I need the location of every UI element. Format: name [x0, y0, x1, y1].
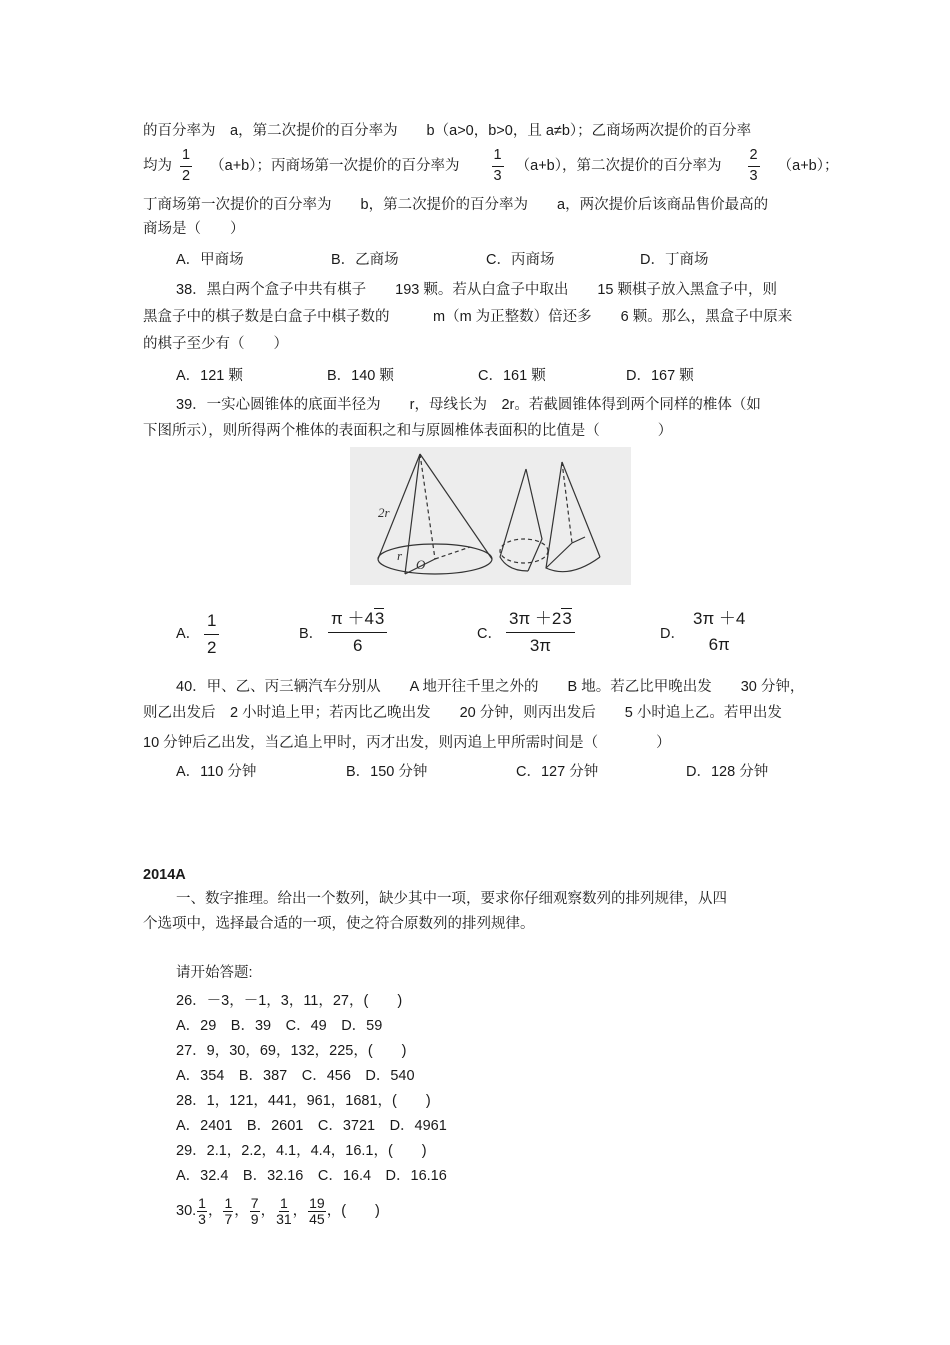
- q37-line1: 的百分率为 a，第二次提价的百分率为 b（a>0，b>0，且 a≠b）；乙商场两次提价的百分率: [143, 123, 752, 139]
- q38-line2: 黑盒子中的棋子数是白盒子中棋子数的 m（m 为正整数）倍还多 6 颗。那么，黑盒子中原来: [143, 309, 793, 325]
- q37-line2-d: （a+b）；: [777, 158, 839, 174]
- q39-option-b-fraction: $\frac{\pi +43}{6}$: [328, 609, 387, 657]
- q39-option-a-label: A．: [176, 626, 201, 642]
- q40-line1: 40．甲、乙、丙三辆汽车分别从 A 地开往千里之外的 B 地。若乙比甲晚出发 30 分钟，: [176, 679, 805, 695]
- q38-option-d: D．167 颗: [626, 368, 694, 384]
- fraction-one-half: $\frac{1}{2}$: [182, 146, 191, 184]
- q40-option-c: C．127 分钟: [516, 764, 599, 780]
- q38-line3: 的棋子至少有（ ）: [143, 336, 288, 352]
- q30-frac-4: $\frac{1}{31}$: [276, 1194, 292, 1227]
- q39-option-a-fraction: $\frac{1}{2}$: [204, 611, 219, 659]
- q37-option-a: A．甲商场: [176, 252, 244, 268]
- section-intro-line1: 一、数字推理。给出一个数列，缺少其中一项，要求你仔细观察数列的排列规律，从四: [176, 891, 727, 907]
- q30-frac-1: $\frac{1}{3}$: [198, 1194, 206, 1227]
- q28-options: A．2401 B．2601 C．3721 D．4961: [176, 1118, 447, 1134]
- cone-right-edge: [420, 454, 492, 559]
- q37-line2: [143, 145, 839, 187]
- q39-option-d-label: D．: [660, 626, 685, 642]
- q37-line2-b: （a+b）；丙商场第一次提价的百分率为: [210, 158, 460, 174]
- cone-diagram: [350, 447, 631, 585]
- q40-line2: 则乙出发后 2 小时追上甲；若丙比乙晚出发 20 分钟，则丙出发后 5 小时追上乙。若甲出发: [143, 705, 782, 721]
- q39-option-c-label: C．: [477, 626, 502, 642]
- q39-line1: 39．一实心圆锥体的底面半径为 r，母线长为 2r。若截圆锥体得到两个同样的椎体（如: [176, 397, 761, 413]
- q37-option-b: B．乙商场: [331, 252, 399, 268]
- q30-frac-5: $\frac{19}{45}$: [309, 1194, 325, 1227]
- q40-option-a: A．110 分钟: [176, 764, 257, 780]
- label-o: O: [416, 557, 426, 572]
- q37-line2-a: 均为: [143, 158, 172, 174]
- q39-line2: 下图所示），则所得两个椎体的表面积之和与原圆椎体表面积的比值是（ ）: [143, 423, 673, 439]
- q39-option-d-fraction: 3π ＋4 6π: [693, 609, 746, 655]
- section-intro-line2: 个选项中，选择最合适的一项，使之符合原数列的排列规律。: [143, 916, 535, 932]
- section-heading: 2014A: [143, 867, 186, 883]
- q29-options: A．32.4 B．32.16 C．16.4 D．16.16: [176, 1168, 447, 1184]
- half-cone-right: [546, 462, 600, 572]
- q30-answer-blank: ( ): [341, 1203, 380, 1219]
- q27-options: A．354 B．387 C．456 D．540: [176, 1068, 415, 1084]
- cone-figure: [350, 447, 631, 585]
- q30-prefix: 30.: [176, 1203, 197, 1219]
- q40-line3: 10 分钟后乙出发，当乙追上甲时，丙才出发，则丙追上甲所需时间是（ ）: [143, 735, 671, 751]
- q28-question: 28．1，121，441，961，1681，( ): [176, 1093, 431, 1109]
- fraction-one-third: $\frac{1}{3}$: [493, 146, 502, 184]
- q26-options: A．29 B．39 C．49 D．59: [176, 1018, 383, 1034]
- q37-option-d: D．丁商场: [640, 252, 709, 268]
- q37-line4: 商场是（ ）: [143, 221, 245, 237]
- q30-question: 30. $\frac{1}{3}$ ， $\frac{1}{7}$ ， $\frac{7}{9}$ ， $\frac{1}{31}$ ， $\frac{19}{45}$ ，( ): [176, 1194, 380, 1227]
- q37-line3: 丁商场第一次提价的百分率为 b，第二次提价的百分率为 a，两次提价后该商品售价最高的: [143, 197, 769, 213]
- q27-question: 27．9，30，69，132，225，( ): [176, 1043, 407, 1059]
- fraction-two-thirds: $\frac{2}{3}$: [749, 146, 758, 184]
- q37-option-c: C．丙商场: [486, 252, 555, 268]
- q39-option-c-fraction: $\frac{3\pi +23}{3\pi}$: [506, 609, 575, 657]
- label-r: r: [397, 548, 403, 563]
- label-2r: 2r: [378, 505, 390, 520]
- cone-axis: [420, 454, 435, 559]
- q30-frac-3: $\frac{7}{9}$: [250, 1194, 259, 1227]
- q26-question: 26．－3，－1，3，11，27，( ): [176, 993, 403, 1009]
- q38-option-a: A．121 颗: [176, 368, 243, 384]
- q38-line1: 38．黑白两个盒子中共有棋子 193 颗。若从白盒子中取出 15 颗棋子放入黑盒子中，则: [176, 282, 778, 298]
- q38-option-c: C．161 颗: [478, 368, 546, 384]
- q39-option-b-label: B．: [299, 626, 324, 642]
- q40-option-b: B．150 分钟: [346, 764, 428, 780]
- half-cone-left: [500, 469, 528, 571]
- q29-question: 29．2.1，2.2，4.1，4.4，16.1，( ): [176, 1143, 427, 1159]
- q38-option-b: B．140 颗: [327, 368, 394, 384]
- start-prompt: 请开始答题:: [176, 965, 253, 981]
- q30-frac-2: $\frac{1}{7}$: [224, 1194, 233, 1227]
- q37-line2-c: （a+b），第二次提价的百分率为: [515, 158, 722, 174]
- q40-option-d: D．128 分钟: [686, 764, 769, 780]
